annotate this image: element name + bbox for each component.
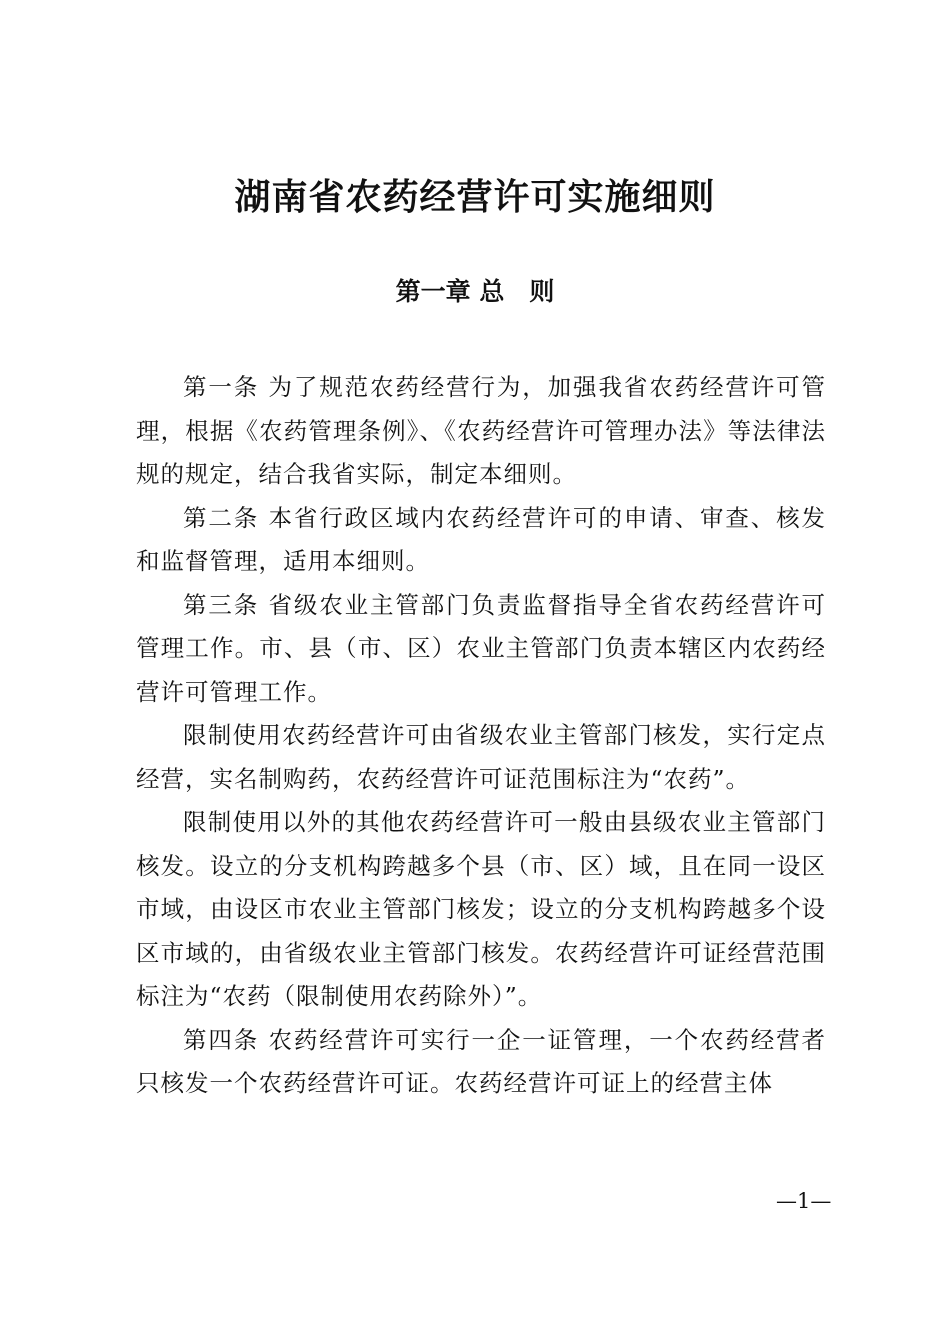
paragraph-article-2: 第二条 本省行政区域内农药经营许可的申请、审查、核发和监督管理，适用本细则。: [136, 503, 826, 575]
paragraph-article-3: 第三条 省级农业主管部门负责监督指导全省农药经营许可管理工作。市、县（市、区）农业主管部门负责本辖区内农药经营许可管理工作。: [136, 590, 826, 706]
paragraph-article-4: 第四条 农药经营许可实行一企一证管理，一个农药经营者只核发一个农药经营许可证。农药经营许可证上的经营主体: [136, 1025, 826, 1097]
paragraph-article-1: 第一条 为了规范农药经营行为，加强我省农药经营许可管理，根据《农药管理条例》、《农药经营许可管理办法》等法律法规的规定，结合我省实际，制定本细则。: [136, 373, 826, 488]
document-body: [136, 366, 826, 1106]
paragraph-restricted-license: 限制使用农药经营许可由省级农业主管部门核发，实行定点经营，实名制购药，农药经营许可证范围标注为“农药”。: [136, 721, 826, 793]
document-title: 湖南省农药经营许可实施细则: [234, 176, 716, 218]
paragraph-other-license: 限制使用以外的其他农药经营许可一般由县级农业主管部门核发。设立的分支机构跨越多个县（市、区）域，且在同一设区市域，由设区市农业主管部门核发；设立的分支机构跨越多个设区市域的，由省级农业主管部门核发。农药经营许可证经营范围标注为“农药（限制使用农药除外）”。: [136, 808, 826, 1010]
page-number: —1—: [776, 1189, 832, 1213]
chapter-heading: 第一章 总 则: [395, 277, 555, 306]
